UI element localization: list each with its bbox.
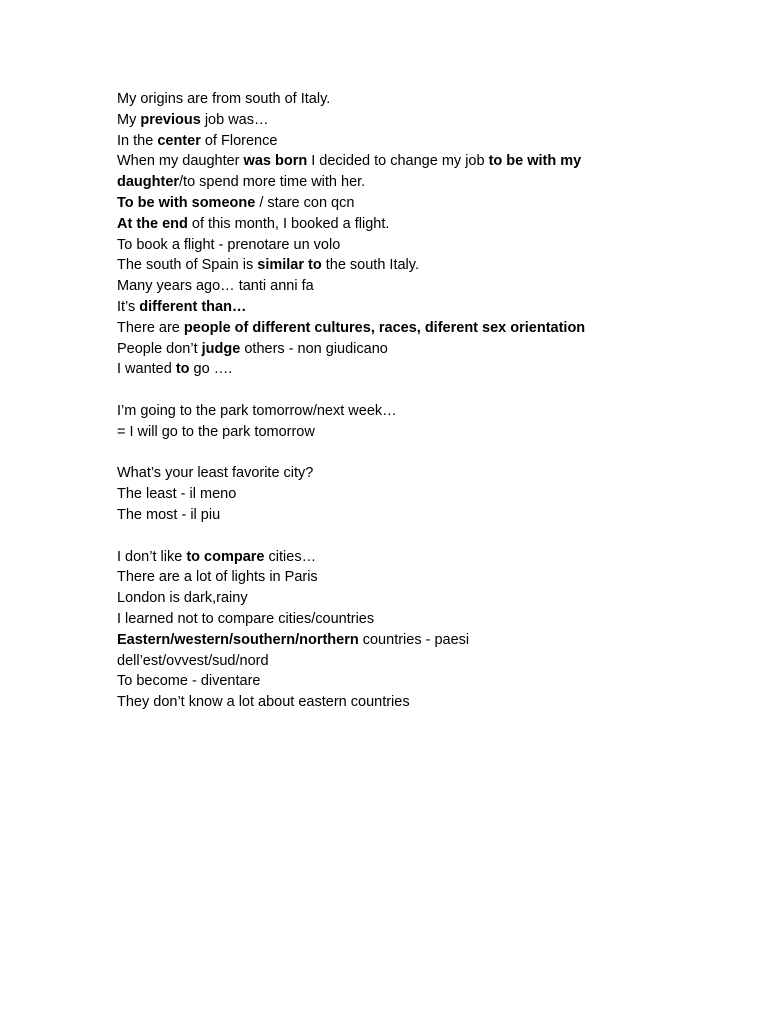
text-run: / stare con qcn [255, 194, 355, 211]
text-line [117, 318, 677, 339]
text-run: The most - il piu [117, 506, 221, 523]
text-run: others - non giudicano [240, 340, 388, 357]
bold-text: similar to [257, 257, 322, 274]
text-run: go …. [189, 361, 233, 378]
text-line [117, 422, 677, 443]
bold-text: center [157, 132, 201, 149]
text-run: I decided to change my job [307, 153, 489, 170]
text-run: My [117, 111, 141, 128]
text-run: I’m going to the park tomorrow/next week… [117, 402, 397, 419]
text-line [117, 297, 677, 318]
text-run: /to spend more time with her. [179, 174, 366, 191]
bold-text: At the end [117, 215, 188, 232]
bold-text: was born [243, 153, 308, 170]
text-line [117, 567, 677, 588]
text-line [117, 692, 677, 713]
text-line [117, 630, 677, 651]
text-run: People don’t [117, 340, 202, 357]
text-run: London is dark,rainy [117, 590, 248, 607]
text-line [117, 255, 677, 276]
bold-text: Eastern/western/southern/northern [117, 631, 359, 648]
text-line [117, 276, 677, 297]
bold-text: daughter [117, 174, 180, 191]
text-run: To book a flight - prenotare un volo [117, 236, 341, 253]
text-run: There are [117, 319, 184, 336]
text-line [117, 401, 677, 422]
text-run: When my daughter [117, 153, 244, 170]
text-line [117, 588, 677, 609]
text-line [117, 609, 677, 630]
text-run: cities… [264, 548, 317, 565]
text-run: In the [117, 132, 158, 149]
text-run: countries - paesi [358, 631, 470, 648]
text-run: They don’t know a lot about eastern countries [117, 694, 410, 711]
text-run: Many years ago… tanti anni fa [117, 278, 314, 295]
bold-text: to compare [186, 548, 265, 565]
bold-text: people of different cultures, races, diferent sex orientation [183, 319, 586, 336]
text-line [117, 651, 677, 672]
bold-text: to [175, 361, 190, 378]
text-line [117, 131, 677, 152]
text-run: the south Italy. [321, 257, 419, 274]
text-line [117, 172, 677, 193]
text-run: of this month, I booked a flight. [187, 215, 390, 232]
text-run: of Florence [200, 132, 278, 149]
text-run: dell’est/ovvest/sud/nord [117, 652, 269, 669]
notes-text [117, 89, 677, 713]
text-line [117, 359, 677, 380]
text-run: job was… [200, 111, 269, 128]
text-line [117, 151, 677, 172]
text-line [117, 484, 677, 505]
text-line [117, 89, 677, 110]
paragraph-gap [117, 526, 677, 547]
text-run: The south of Spain is [117, 257, 258, 274]
text-run: To become - diventare [117, 673, 261, 690]
text-run: I wanted [117, 361, 176, 378]
bold-text: previous [140, 111, 201, 128]
text-run: It’s [117, 298, 140, 315]
text-run: There are a lot of lights in Paris [117, 569, 318, 586]
text-run: = I will go to the park tomorrow [117, 423, 315, 440]
text-line [117, 505, 677, 526]
bold-text: judge [201, 340, 241, 357]
text-line [117, 214, 677, 235]
text-line [117, 547, 677, 568]
text-line [117, 463, 677, 484]
text-line [117, 193, 677, 214]
text-line [117, 339, 677, 360]
text-run: My origins are from south of Italy. [117, 91, 331, 107]
text-line [117, 110, 677, 131]
text-run: I don’t like [117, 548, 187, 565]
text-line [117, 671, 677, 692]
bold-text: To be with someone [117, 194, 256, 211]
paragraph-gap [117, 380, 677, 401]
paragraph-gap [117, 443, 677, 464]
bold-text: different than… [139, 298, 247, 315]
text-line [117, 235, 677, 256]
bold-text: to be with my [488, 153, 582, 170]
text-run: What’s your least favorite city? [117, 465, 314, 482]
text-run: The least - il meno [117, 486, 237, 503]
text-run: I learned not to compare cities/countries [117, 610, 375, 627]
